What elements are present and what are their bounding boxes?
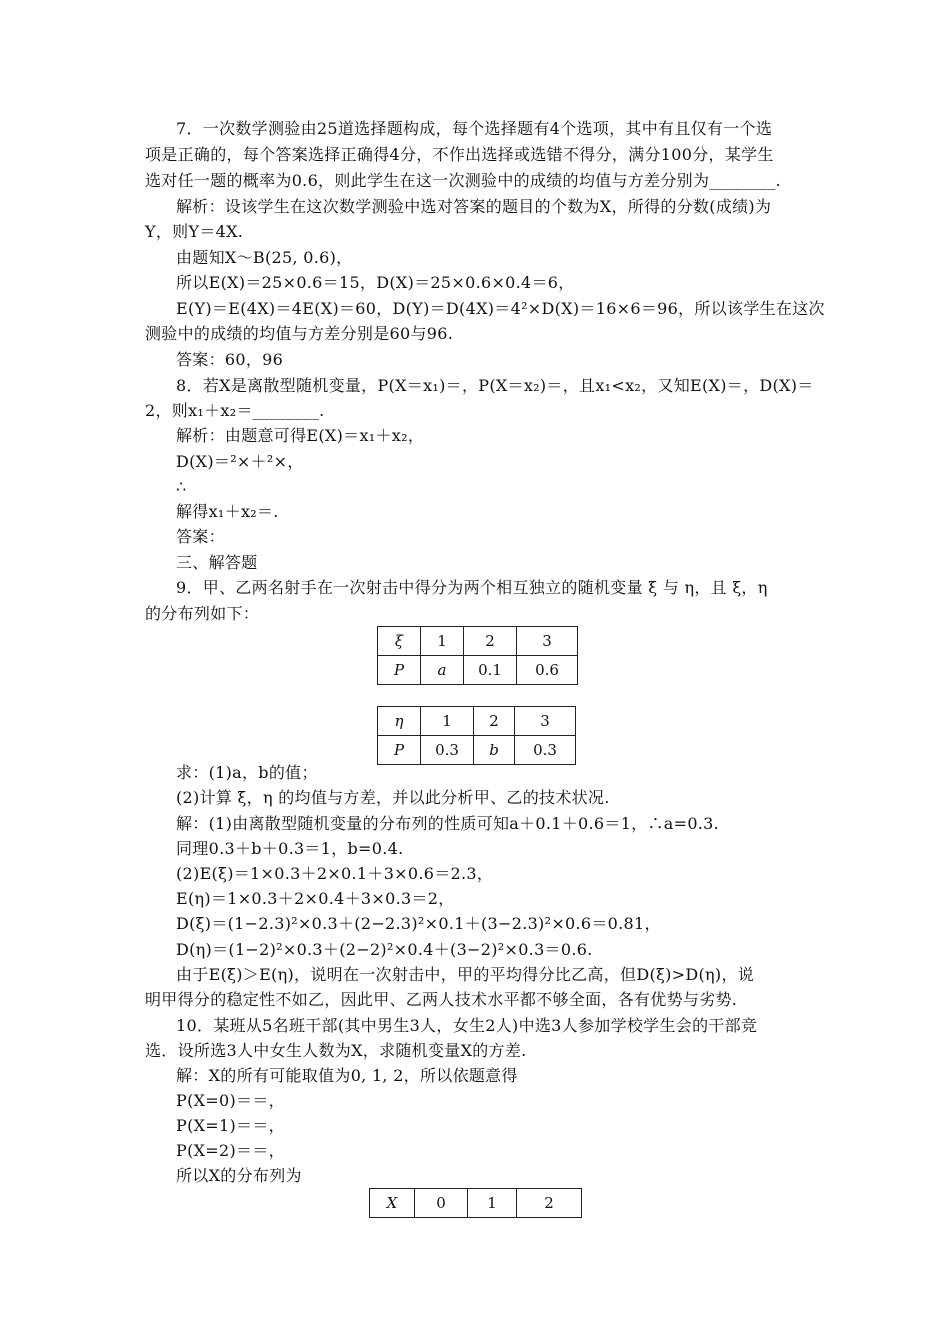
table-cell: 3 bbox=[517, 627, 578, 656]
table-cell: η bbox=[378, 707, 421, 736]
table-cell: X bbox=[370, 1189, 415, 1218]
table-cell: 0.1 bbox=[464, 656, 517, 685]
q7-line-2: 项是正确的，每个答案选择正确得4分，不作出选择或选错不得分，满分100分，某学生 bbox=[145, 145, 774, 164]
table-cell: ξ bbox=[378, 627, 421, 656]
q8-line-2: 2，则x₁＋x₂＝________. bbox=[145, 401, 325, 420]
q8-analysis-1: 解析：由题意可得E(X)＝x₁＋x₂， bbox=[176, 426, 425, 445]
q7-analysis-6: 测验中的成绩的均值与方差分别是60与96. bbox=[145, 324, 454, 343]
q7-analysis-2: Y，则Y＝4X. bbox=[145, 222, 244, 241]
q10-line-2: 选．设所选3人中女生人数为X，求随机变量X的方差. bbox=[145, 1041, 527, 1060]
q8-solution: 解得x₁＋x₂＝. bbox=[176, 502, 279, 521]
eta-distribution-table bbox=[377, 706, 576, 765]
q7-analysis-4: 所以E(X)＝25×0.6＝15，D(X)＝25×0.6×0.4＝6， bbox=[176, 273, 575, 292]
table-cell: 1 bbox=[421, 627, 464, 656]
q9-line-2: 的分布列如下： bbox=[145, 604, 260, 623]
q9-line-1: 9．甲、乙两名射手在一次射击中得分为两个相互独立的随机变量 ξ 与 η，且 ξ，η bbox=[176, 578, 768, 597]
q10-line-1: 10．某班从5名班干部(其中男生3人，女生2人)中选3人参加学校学生会的干部竞 bbox=[176, 1016, 758, 1035]
table-row bbox=[378, 707, 576, 736]
table-cell: 2 bbox=[464, 627, 517, 656]
table-cell: 0.3 bbox=[515, 736, 576, 765]
table-row bbox=[378, 627, 578, 656]
table-cell: 0.6 bbox=[517, 656, 578, 685]
table-cell: 0.3 bbox=[421, 736, 474, 765]
section-heading: 三、解答题 bbox=[176, 553, 258, 572]
table-cell: P bbox=[378, 736, 421, 765]
q8-line-1: 8．若X是离散型随机变量，P(X＝x₁)＝，P(X＝x₂)＝，且x₁<x₂，又知E(X)＝，D(X)＝ bbox=[176, 376, 814, 395]
q7-analysis-3: 由题知X～B(25, 0.6)， bbox=[176, 248, 353, 267]
q10-solution-3: P(X=1)＝＝， bbox=[176, 1116, 285, 1135]
q7-line-3: 选对任一题的概率为0.6，则此学生在这一次测验中的成绩的均值与方差分别为________. bbox=[145, 171, 782, 190]
table-cell: a bbox=[421, 656, 464, 685]
table-cell: b bbox=[474, 736, 515, 765]
q10-solution-1: 解：X的所有可能取值为0, 1, 2，所以依题意得 bbox=[176, 1066, 518, 1085]
table-row bbox=[378, 656, 578, 685]
q10-solution-2: P(X=0)＝＝， bbox=[176, 1091, 285, 1110]
q9-solution-3: (2)E(ξ)＝1×0.3＋2×0.1＋3×0.6＝2.3， bbox=[176, 864, 494, 883]
table-row bbox=[378, 736, 576, 765]
q9-ask-1: 求：(1)a，b的值； bbox=[176, 763, 318, 782]
q7-analysis-1: 解析：设该学生在这次数学测验中选对答案的题目的个数为X，所得的分数(成绩)为 bbox=[176, 197, 772, 216]
table-cell: 1 bbox=[468, 1189, 517, 1218]
q9-solution-6: D(η)＝(1−2)²×0.3＋(2−2)²×0.4＋(3−2)²×0.3＝0.6. bbox=[176, 940, 593, 959]
table-cell: 3 bbox=[515, 707, 576, 736]
q9-solution-2: 同理0.3＋b＋0.3＝1，b=0.4. bbox=[176, 839, 404, 858]
table-cell: 2 bbox=[474, 707, 515, 736]
table-cell: 2 bbox=[517, 1189, 582, 1218]
q10-solution-5: 所以X的分布列为 bbox=[176, 1166, 302, 1185]
q7-answer: 答案：60，96 bbox=[176, 350, 284, 369]
q9-solution-1: 解：(1)由离散型随机变量的分布列的性质可知a＋0.1＋0.6＝1，∴a=0.3. bbox=[176, 814, 720, 833]
q10-solution-4: P(X=2)＝＝， bbox=[176, 1141, 285, 1160]
q8-answer: 答案： bbox=[176, 527, 225, 546]
q9-solution-5: D(ξ)＝(1−2.3)²×0.3＋(2−2.3)²×0.1＋(3−2.3)²×0.6＝0.81， bbox=[176, 914, 661, 933]
table-cell: 1 bbox=[421, 707, 474, 736]
q8-analysis-2: D(X)＝²×＋²×， bbox=[176, 452, 304, 471]
table-cell: 0 bbox=[415, 1189, 468, 1218]
q8-therefore: ∴ bbox=[176, 477, 187, 496]
q9-ask-2: (2)计算 ξ，η 的均值与方差，并以此分析甲、乙的技术状况. bbox=[176, 788, 610, 807]
xi-distribution-table bbox=[377, 626, 578, 685]
q9-conclusion-2: 明甲得分的稳定性不如乙，因此甲、乙两人技术水平都不够全面，各有优势与劣势. bbox=[145, 990, 738, 1009]
q7-line-1: 7．一次数学测验由25道选择题构成，每个选择题有4个选项，其中有且仅有一个选 bbox=[176, 119, 773, 138]
table-cell: P bbox=[378, 656, 421, 685]
table-row bbox=[370, 1189, 582, 1218]
q9-conclusion-1: 由于E(ξ)＞E(η)，说明在一次射击中，甲的平均得分比乙高，但D(ξ)>D(η)，说 bbox=[176, 965, 755, 984]
q7-analysis-5: E(Y)＝E(4X)＝4E(X)＝60，D(Y)＝D(4X)＝4²×D(X)＝16×6＝96，所以该学生在这次 bbox=[176, 299, 825, 318]
x-distribution-table bbox=[369, 1188, 582, 1218]
q9-solution-4: E(η)＝1×0.3＋2×0.4＋3×0.3＝2， bbox=[176, 889, 455, 908]
